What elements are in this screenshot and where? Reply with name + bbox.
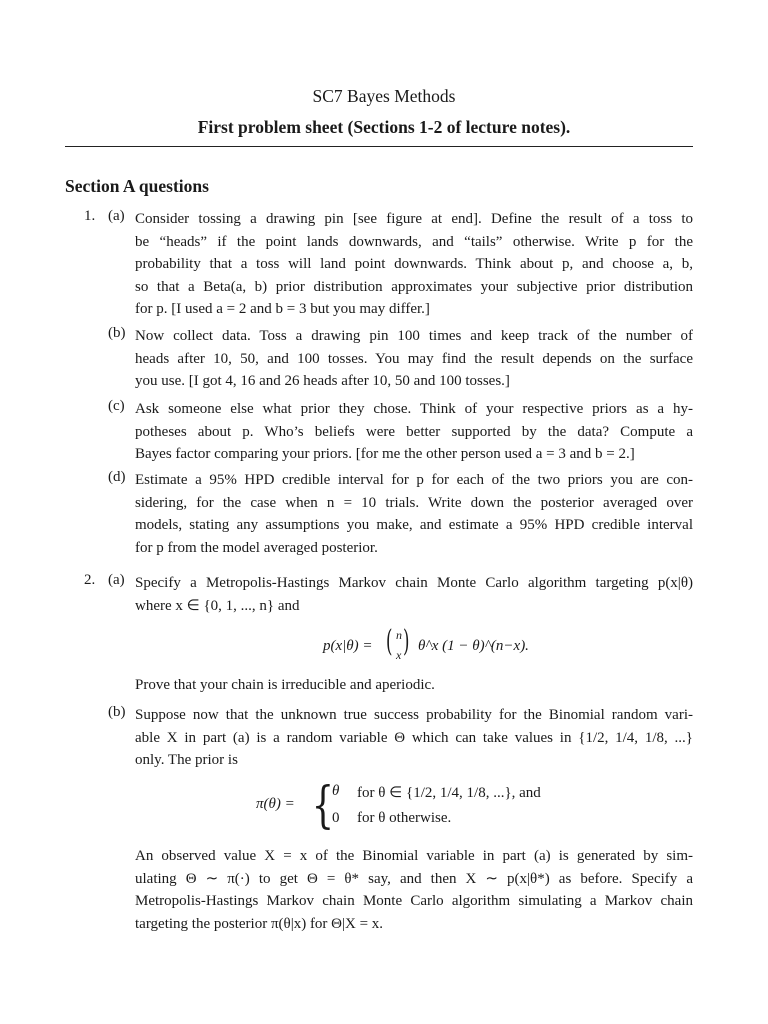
binomial-right-paren: ) [403, 624, 410, 659]
text-line: for p. [I used a = 2 and b = 3 but you may differ.] [135, 301, 430, 317]
q2-part-a-label: (a) [108, 572, 125, 588]
text-line: Suppose now that the unknown true success probability for the Binomial random vari- [135, 707, 693, 723]
text-line: Ask someone else what prior they chose. Think of your respective priors as a hy- [135, 401, 693, 417]
binomial-left-paren: ( [386, 624, 393, 659]
q1-part-b-label: (b) [108, 325, 126, 341]
q2-part-a-after [135, 674, 693, 697]
text-line: probability that a toss will land point downwards. Think about p, and choose a, b, [135, 256, 693, 272]
q2-part-a-text [135, 572, 693, 617]
text-line: you use. [I got 4, 16 and 26 heads after 10, 50 and 100 tosses.] [135, 373, 510, 389]
text-line: Consider tossing a drawing pin [see figure at end]. Define the result of a toss to [135, 211, 693, 227]
q1-part-d-text [135, 469, 693, 559]
text-line: Bayes factor comparing your priors. [for me the other person used a = 3 and b = 2.] [135, 446, 635, 462]
q1-part-a-text [135, 208, 693, 321]
q1-part-a-label: (a) [108, 208, 125, 224]
text-line: Metropolis-Hastings Markov chain Monte Carlo algorithm simulating a Markov chain [135, 893, 693, 909]
case-1-value: θ [332, 783, 340, 799]
text-line: be “heads” if the point lands downwards, and “tails” otherwise. Write p for the [135, 233, 693, 250]
text-line: so that a Beta(a, b) prior distribution approximates your subjective prior distribution [135, 278, 693, 295]
text-line: sidering, for the case when n = 10 trials. Write down the posterior averaged over [135, 494, 693, 511]
prior-lhs: π(θ) = [256, 796, 295, 812]
text-line: heads after 10, 50, and 100 tosses. You may find the result depends on the surface [135, 350, 693, 367]
text-line: only. The prior is [135, 752, 238, 768]
text-line: potheses about p. Who’s beliefs were better supported by the data? Compute a [135, 423, 693, 440]
prior-brace: { [311, 776, 335, 834]
text-line: models, stating any assumptions you make, and estimate a 95% HPD credible interval [135, 517, 693, 533]
text-line: ulating Θ ∼ π(·) to get Θ = θ* say, and then X ∼ p(x|θ*) as before. Specify a [135, 870, 693, 887]
text-line: for p from the model averaged posterior. [135, 539, 378, 556]
q2-part-b-label: (b) [108, 704, 126, 720]
text-line: Now collect data. Toss a drawing pin 100 times and keep track of the number of [135, 328, 693, 344]
document-title: SC7 Bayes Methods [312, 86, 456, 106]
text-line: An observed value X = x of the Binomial variable in part (a) is generated by sim- [135, 848, 693, 864]
q1-part-c-label: (c) [108, 398, 125, 414]
q1-part-d-label: (d) [108, 469, 126, 485]
document-subtitle: First problem sheet (Sections 1-2 of lecture notes). [197, 117, 571, 137]
text-line: where x ∈ {0, 1, ..., n} and [135, 597, 300, 614]
section-heading: Section A questions [65, 176, 209, 196]
binomial-top: n [396, 628, 402, 642]
text-line: Prove that your chain is irreducible and aperiodic. [135, 677, 435, 693]
case-2-value: 0 [332, 810, 340, 826]
case-2-condition: for θ otherwise. [357, 810, 452, 826]
equation-lhs: p(x|θ) = [323, 638, 373, 654]
q2-part-b-text [135, 704, 693, 772]
text-line: targeting the posterior π(θ|x) for Θ|X = x. [135, 915, 384, 932]
q1-part-c-text [135, 398, 693, 466]
q1-part-b-text [135, 325, 693, 393]
q2-part-b-after [135, 845, 693, 935]
text-line: able X in part (a) is a random variable Θ which can take values in {1/2, 1/4, 1/8, ...} [135, 729, 693, 746]
title-divider [65, 146, 693, 147]
question-2-number: 2. [84, 572, 96, 588]
text-line: Specify a Metropolis-Hastings Markov chain Monte Carlo algorithm targeting p(x|θ) [135, 575, 693, 591]
question-1-number: 1. [84, 208, 96, 224]
text-line: Estimate a 95% HPD credible interval for p for each of the two priors you are con- [135, 472, 693, 488]
case-1-condition: for θ ∈ {1/2, 1/4, 1/8, ...}, and [357, 785, 541, 801]
binomial-bottom: x [396, 648, 402, 662]
equation-rhs: θ^x (1 − θ)^(n−x). [418, 638, 529, 654]
